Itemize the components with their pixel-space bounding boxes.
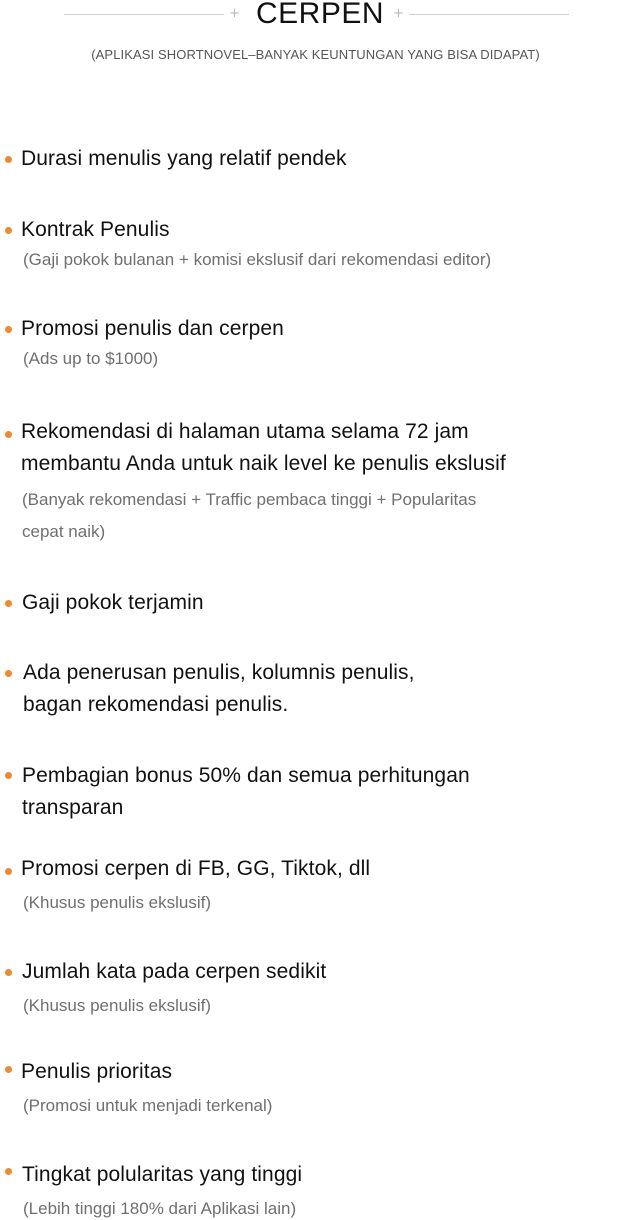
bullet-icon bbox=[5, 227, 12, 234]
bullet-icon bbox=[5, 431, 12, 438]
header-divider-right bbox=[409, 14, 569, 15]
bullet-icon bbox=[5, 969, 12, 976]
benefit-title: Jumlah kata pada cerpen sedikit bbox=[22, 960, 327, 983]
benefit-title: Rekomendasi di halaman utama selama 72 jam membantu Anda untuk naik level ke penulis ekslusif bbox=[21, 420, 506, 475]
header-divider-left bbox=[64, 14, 224, 15]
benefit-title: Pembagian bonus 50% dan semua perhitungan transparan bbox=[22, 764, 470, 819]
benefit-note: (Khusus penulis ekslusif) bbox=[23, 893, 212, 912]
bullet-icon bbox=[5, 326, 12, 333]
bullet-icon bbox=[5, 670, 12, 677]
benefit-title: Kontrak Penulis bbox=[21, 218, 170, 241]
bullet-icon bbox=[5, 600, 12, 607]
page-header bbox=[0, 0, 620, 30]
benefit-note: (Lebih tinggi 180% dari Aplikasi lain) bbox=[23, 1199, 297, 1218]
benefit-note: (Gaji pokok bulanan + komisi ekslusif dari rekomendasi editor) bbox=[23, 250, 492, 269]
page-title: CERPEN bbox=[255, 0, 385, 30]
benefit-note: (Ads up to $1000) bbox=[23, 349, 159, 368]
benefit-title: Penulis prioritas bbox=[21, 1060, 173, 1083]
benefit-title: Gaji pokok terjamin bbox=[22, 591, 204, 614]
bullet-icon bbox=[5, 772, 12, 779]
bullet-icon bbox=[5, 868, 12, 875]
benefit-title: Tingkat polularitas yang tinggi bbox=[22, 1163, 303, 1186]
benefit-title: Ada penerusan penulis, kolumnis penulis, bagan rekomendasi penulis. bbox=[23, 661, 415, 716]
bullet-icon bbox=[5, 156, 12, 163]
benefit-note: (Khusus penulis ekslusif) bbox=[23, 996, 212, 1015]
page-subtitle: (APLIKASI SHORTNOVEL–BANYAK KEUNTUNGAN YANG BISA DIDAPAT) bbox=[91, 47, 540, 62]
benefit-note: (Promosi untuk menjadi terkenal) bbox=[23, 1096, 273, 1115]
benefit-note: (Banyak rekomendasi + Traffic pembaca tinggi + Popularitas cepat naik) bbox=[22, 490, 477, 541]
plus-ornament-icon: + bbox=[229, 6, 240, 21]
plus-ornament-icon: + bbox=[393, 6, 404, 21]
benefit-title: Promosi penulis dan cerpen bbox=[21, 317, 284, 340]
benefit-title: Durasi menulis yang relatif pendek bbox=[21, 147, 347, 170]
bullet-icon bbox=[5, 1168, 12, 1175]
bullet-icon bbox=[5, 1066, 12, 1073]
benefit-title: Promosi cerpen di FB, GG, Tiktok, dll bbox=[21, 857, 371, 880]
